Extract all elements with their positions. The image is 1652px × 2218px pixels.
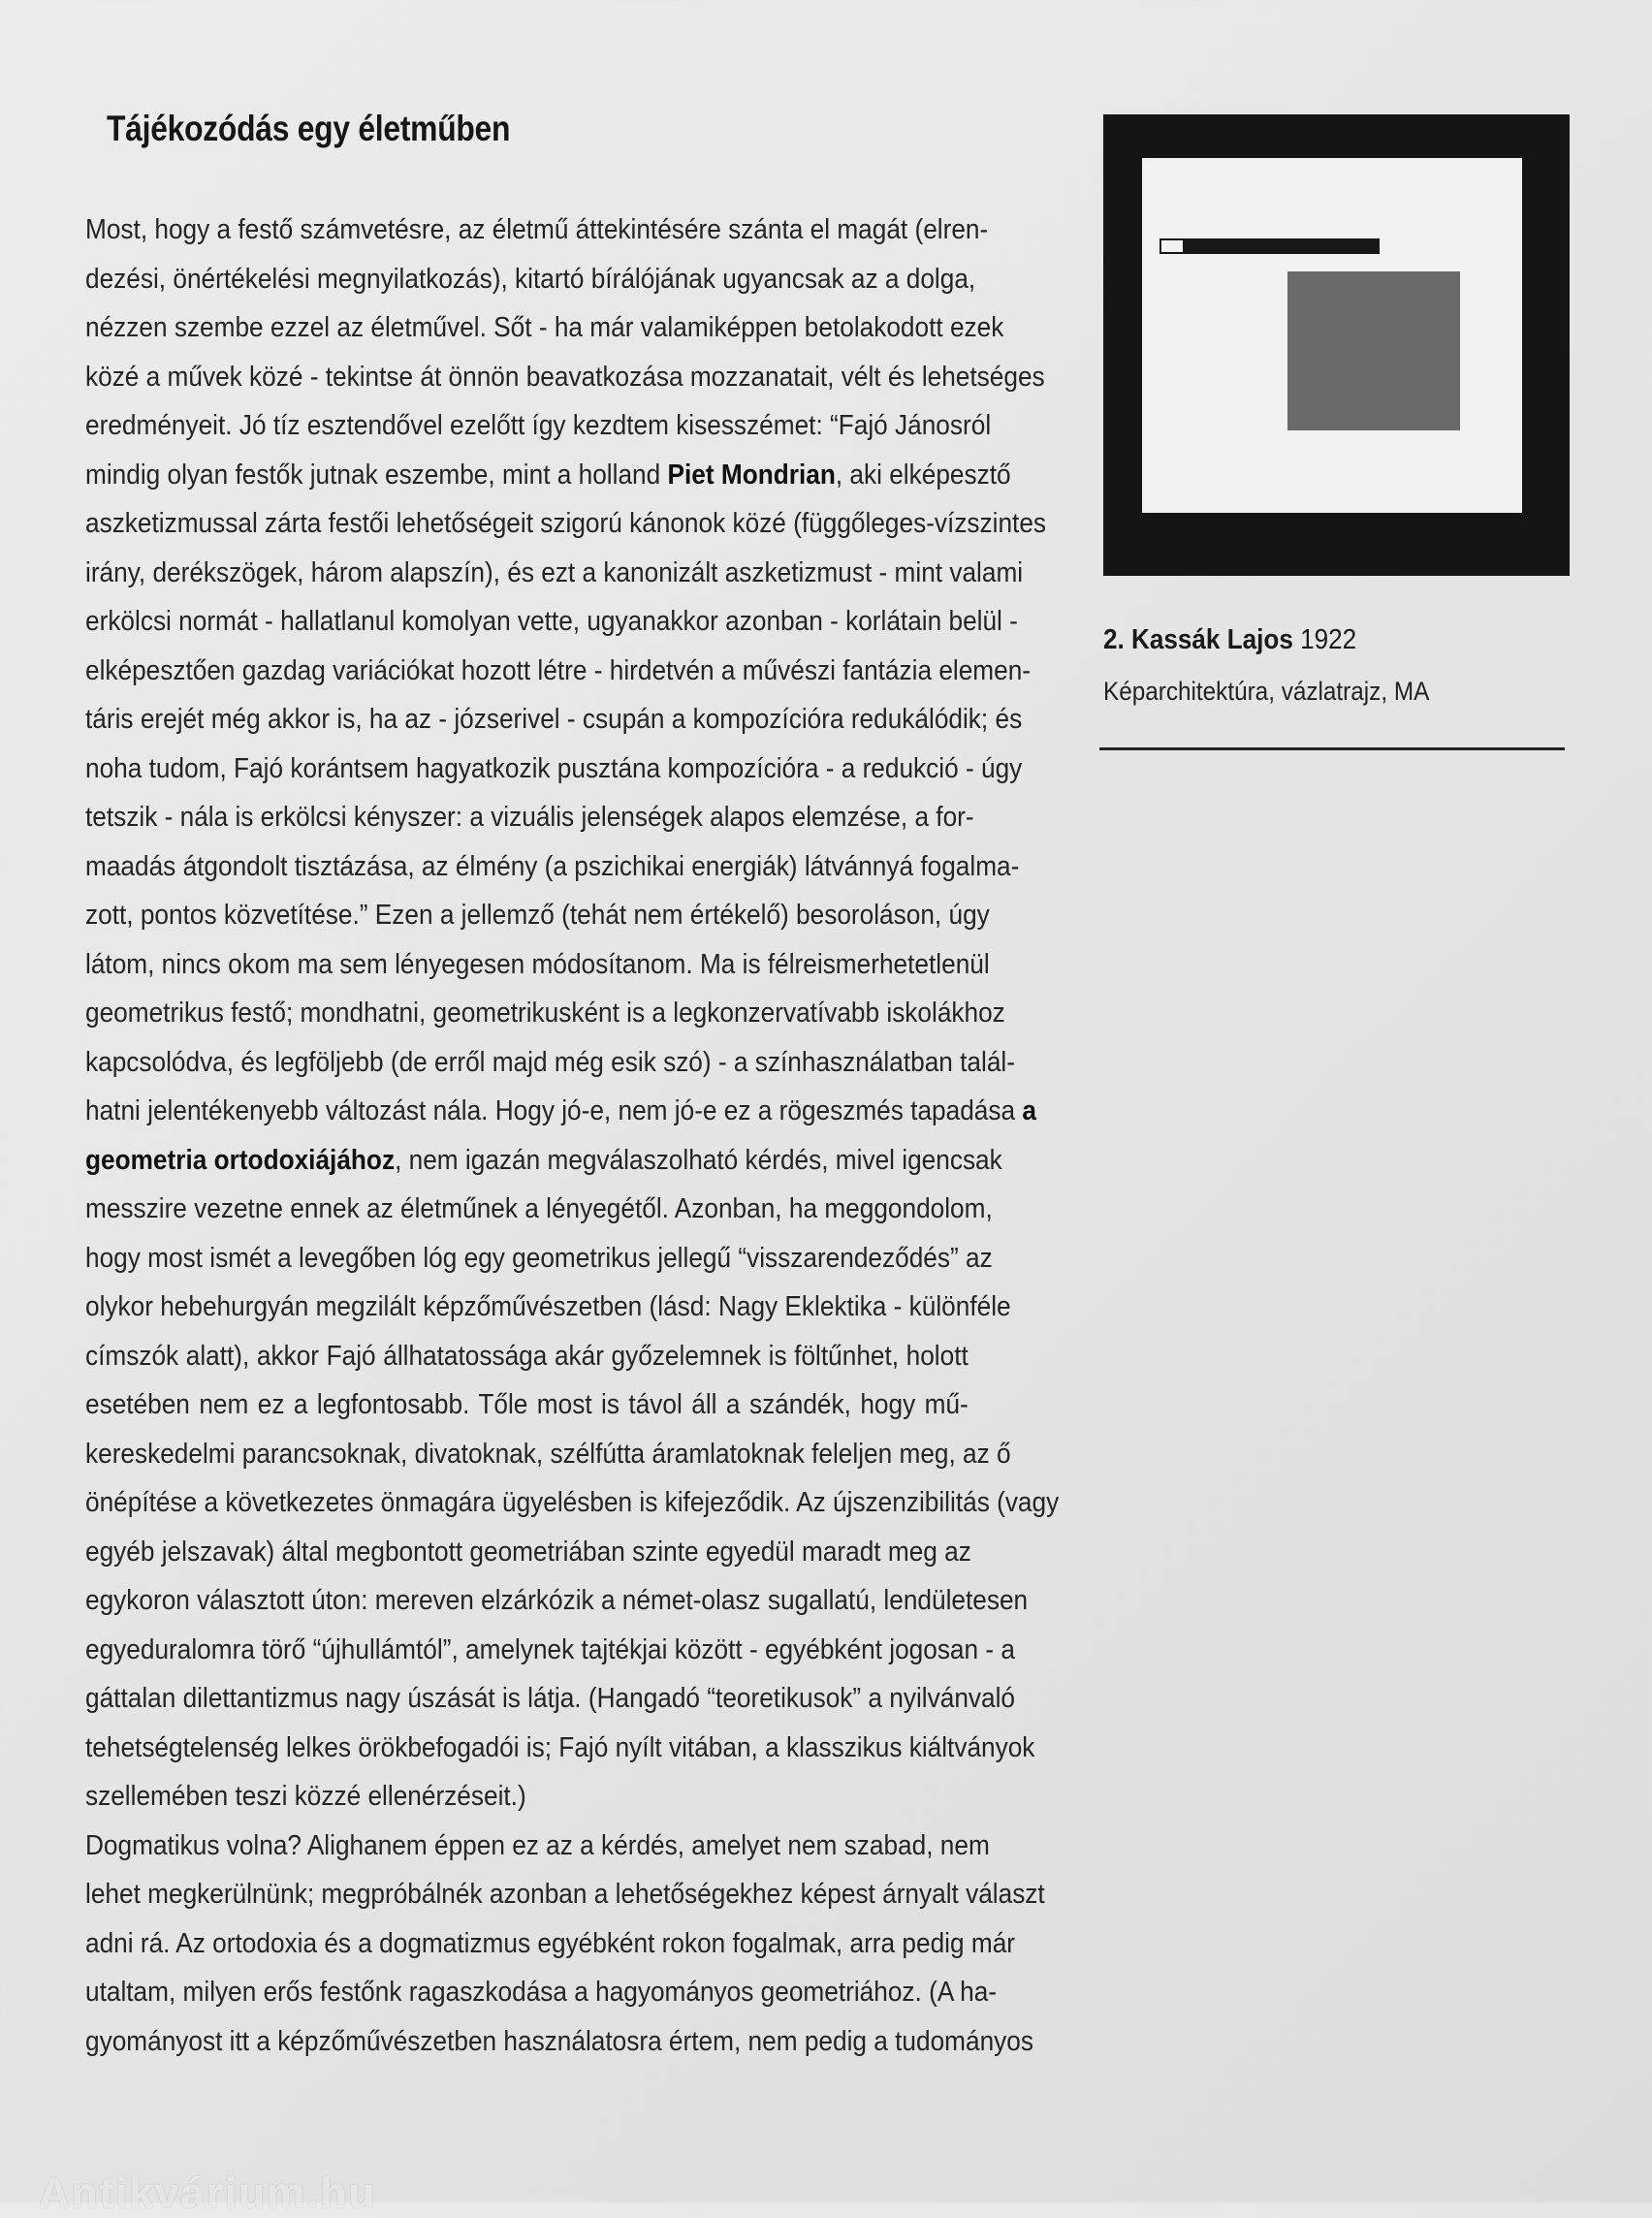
body-line (85, 1822, 990, 1871)
figure-caption-title (1103, 624, 1356, 656)
text-run: irány, derékszögek, három alapszín), és ezt a kanonizált aszketizmust - mint valami (85, 556, 1024, 588)
body-line (85, 695, 1023, 745)
body-line (85, 1087, 1036, 1136)
text-run: gyományost itt a képzőművészetben használatosra értem, nem pedig a tudományos (85, 2025, 1033, 2057)
text-run: aszketizmussal zárta festői lehetőségeit szigorú kánonok közé (függőleges-vízszintes (85, 508, 1047, 539)
body-line (85, 1038, 1015, 1088)
body-line (85, 842, 1020, 892)
text-run: hatni jelentékenyebb változást nála. Hogy jó-e, nem jó-e ez a rögeszmés tapadása (85, 1095, 1023, 1126)
watermark: Antikvárium.hu (39, 2170, 377, 2217)
caption-divider (1099, 747, 1565, 750)
text-run: önépítése a következetes önmagára ügyelésben is kifejeződik. Az újszenzibilitás (vagy (85, 1487, 1060, 1518)
caption-number: 2. (1103, 624, 1125, 655)
text-run: egyeduralomra törő “újhullámtól”, amelynek tajtékjai között - egyébként jogosan - a (85, 1633, 1015, 1665)
body-text (85, 206, 1060, 2066)
text-run: eredményeit. Jó tíz esztendővel ezelőtt így kezdtem kisesszémet: “Fajó Jánosról (85, 410, 992, 441)
text-run: messzire vezetne ennek az életműnek a lényegétől. Azonban, ha meggondolom, (85, 1193, 993, 1224)
text-run: táris erejét még akkor is, ha az - józserivel - csupán a kompozícióra redukálódik; és (85, 704, 1023, 735)
caption-year: 1922 (1300, 624, 1357, 655)
body-line (85, 1332, 969, 1381)
text-run: tehetségtelenség lelkes örökbefogadói is; Fajó nyílt vitában, a klasszikus kiáltványok (85, 1731, 1035, 1763)
page-title: Tájékozódás egy életműben (107, 109, 511, 148)
body-line (85, 499, 1047, 549)
text-run: mindig olyan festők jutnak eszembe, mint a holland (85, 459, 668, 491)
text-run: elképesztően gazdag variációkat hozott létre - hirdetvén a művészi fantázia elemen- (85, 654, 1032, 686)
body-line (85, 1576, 1029, 1626)
text-run: szellemében teszi közzé ellenérzéseit.) (85, 1781, 526, 1812)
text-run: egyéb jelszavak) által megbontott geometriában szinte egyedül maradt meg az (85, 1536, 971, 1568)
body-line (85, 1283, 1011, 1332)
text-run: Most, hogy a festő számvetésre, az életmű áttekintésére szánta el magát (elren- (85, 214, 989, 245)
body-line (85, 793, 974, 842)
text-run: zott, pontos közvetítése.” Ezen a jellemző (tehát nem értékelő) besoroláson, úgy (85, 900, 990, 931)
body-line (85, 451, 1011, 500)
artwork-bar-tip (1160, 238, 1185, 254)
text-run: lehet megkerülnünk; megpróbálnék azonban a lehetőségekhez képest árnyalt választ (85, 1879, 1045, 1910)
text-run: egykoron választott úton: mereven elzárkózik a német-olasz sugallatú, lendületesen (85, 1585, 1029, 1616)
text-run: kereskedelmi parancsoknak, divatoknak, szélfútta áramlatoknak feleljen meg, az ő (85, 1438, 1011, 1470)
text-run: esetében nem ez a legfontosabb. Tőle most is távol áll a szándék, hogy mű- (85, 1389, 969, 1420)
body-line (85, 597, 1018, 647)
figure-caption-subtitle: Képarchitektúra, vázlatrajz, MA (1103, 677, 1430, 706)
text-run: dezési, önértékelési megnyilatkozás), kitartó bírálójának ugyancsak az a dolga, (85, 263, 976, 295)
text-run: nézzen szembe ezzel az életművel. Sőt - ha már valamiképpen betolakodott ezek (85, 312, 1004, 343)
body-line (85, 989, 1005, 1038)
body-line (85, 1626, 1015, 1675)
text-run: hogy most ismét a levegőben lóg egy geometrikus jellegű “visszarendeződés” az (85, 1242, 993, 1274)
body-line (85, 1968, 998, 2017)
body-line (85, 1136, 1002, 1186)
body-line (85, 1870, 1045, 1919)
body-line (85, 206, 989, 255)
text-run: , nem igazán megválaszolható kérdés, mivel igencsak (395, 1144, 1002, 1176)
text-run: tetszik - nála is erkölcsi kényszer: a vizuális jelenségek alapos elemzése, a for- (85, 802, 974, 833)
text-run: gáttalan dilettantizmus nagy úszását is látja. (Hangadó “teoretikusok” a nyilvánvaló (85, 1683, 1016, 1714)
body-line (85, 549, 1024, 598)
artwork-grey-square (1287, 271, 1460, 430)
text-run: adni rá. Az ortodoxia és a dogmatizmus egyébként rokon fogalmak, arra pedig már (85, 1927, 1016, 1959)
body-line (85, 1528, 969, 1577)
body-line (85, 1380, 969, 1430)
text-run: címszók alatt), akkor Fajó állhatatossága akár győzelemnek is föltűnhet, holott (85, 1340, 969, 1372)
text-run: geometrikus festő; mondhatni, geometrikusként is a legkonzervatívabb iskolákhoz (85, 998, 1005, 1029)
body-line (85, 940, 990, 990)
body-line (85, 1919, 1016, 1969)
body-line (85, 1185, 993, 1234)
body-line (85, 647, 1032, 696)
body-line (85, 1430, 1011, 1479)
text-run: , aki elképesztő (835, 459, 1011, 491)
text-run: Dogmatikus volna? Alighanem éppen ez az a kérdés, amelyet nem szabad, nem (85, 1829, 990, 1861)
body-line (85, 1234, 993, 1283)
text-run: kapcsolódva, és legföljebb (de erről majd még esik szó) - a színhasználatban talál- (85, 1046, 1015, 1078)
text-run: noha tudom, Fajó korántsem hagyatkozik pusztána kompozícióra - a redukció - úgy (85, 752, 1023, 784)
body-line (85, 891, 990, 940)
body-line (85, 1478, 1060, 1528)
text-run: látom, nincs okom ma sem lényegesen módosítanom. Ma is félreismerhetetlenül (85, 948, 990, 980)
caption-artist: Kassák Lajos (1131, 624, 1293, 655)
body-line (85, 1674, 1016, 1724)
body-line (85, 745, 1023, 794)
bold-text: a (1022, 1095, 1036, 1126)
body-line (85, 1772, 969, 1822)
artwork-inner-field (1142, 158, 1522, 513)
bold-text: geometria ortodoxiájához (85, 1144, 396, 1176)
body-line (85, 1724, 1035, 1773)
text-run: utaltam, milyen erős festőnk ragaszkodása a hagyományos geometriához. (A ha- (85, 1977, 998, 2008)
body-line (85, 353, 1045, 402)
artwork-horizontal-bar (1160, 238, 1380, 254)
body-line (85, 401, 992, 451)
text-run: közé a művek közé - tekintse át önnön beavatkozása mozzanatait, vélt és lehetséges (85, 361, 1045, 393)
text-run: olykor hebehurgyán megzilált képzőművészetben (lásd: Nagy Eklektika - különféle (85, 1291, 1011, 1322)
body-line (85, 2017, 1033, 2067)
body-line (85, 303, 1004, 353)
text-run: maadás átgondolt tisztázása, az élmény (a pszichikai energiák) látvánnyá fogalma- (85, 850, 1020, 882)
bold-text: Piet Mondrian (667, 459, 836, 491)
text-run: erkölcsi normát - hallatlanul komolyan vette, ugyanakkor azonban - korlátain belül - (85, 606, 1018, 637)
figure-artwork (1103, 114, 1570, 576)
body-line (85, 255, 976, 304)
